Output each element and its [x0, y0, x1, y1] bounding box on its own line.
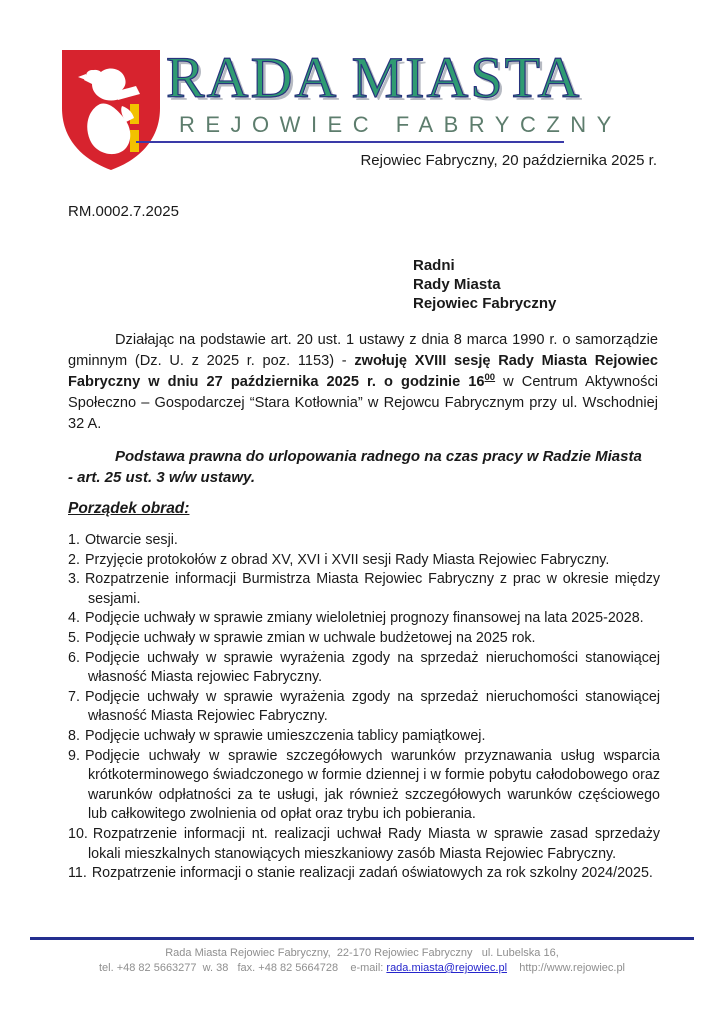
agenda-item — [68, 688, 660, 727]
agenda-item-text: Przyjęcie protokołów z obrad XV, XVI i XVII sesji Rady Miasta Rejowiec Fabryczny. — [84, 551, 610, 568]
intro-segment: Działając na podstawie art. 20 ust. 1 ustawy z dnia 8 marca 1990 r. o samorządzie gminnym (Dz. U. z 2025 r. poz. 1153) - — [68, 332, 658, 369]
organization-title: RADA MIASTA — [166, 45, 582, 110]
addressee-line: Radni — [413, 257, 455, 274]
agenda-item-text: Rozpatrzenie informacji Burmistrza Miasta Rejowiec Fabryczny z prac w okresie między sesjami. — [84, 571, 660, 607]
agenda-item — [68, 727, 660, 747]
agenda-item-text: Rozpatrzenie informacji o stanie realizacji zadań oświatowych za rok szkolny 2024/2025. — [91, 865, 653, 882]
agenda-item-number: 2. — [68, 551, 80, 568]
legal-basis-paragraph: Podstawa prawna do urlopowania radnego na czas pracy w Radzie Miasta - art. 25 ust. 3 w/w ustawy. — [68, 448, 642, 486]
reference-number: RM.0002.7.2025 — [68, 203, 179, 220]
footer-website-text: http://www.rejowiec.pl — [507, 962, 626, 974]
intro-segment: zwołuję XVIII sesję Rady Miasta Rejowiec Fabryczny w dniu 27 października 2025 r. o godzinie 16 — [68, 353, 658, 390]
agenda-item-number: 11. — [68, 865, 87, 882]
agenda-item-number: 5. — [68, 629, 80, 646]
footer-contact-line — [0, 961, 724, 975]
email-link[interactable]: rada.miasta@rejowiec.pl — [386, 962, 508, 974]
footer-divider — [30, 937, 694, 940]
footer-contact-text: tel. +48 82 5663277 w. 38 fax. +48 82 5664728 e-mail: — [98, 962, 387, 974]
agenda-item-text: Otwarcie sesji. — [84, 532, 178, 548]
agenda-item-number: 1. — [68, 532, 80, 548]
addressee-block — [413, 256, 556, 313]
agenda-item-number: 3. — [68, 571, 80, 588]
agenda-item — [68, 609, 660, 629]
agenda-heading: Porządek obrad: — [68, 500, 190, 517]
agenda-item-number: 9. — [68, 747, 80, 764]
agenda-list — [68, 531, 660, 884]
agenda-item-text: Podjęcie uchwały w sprawie zmian w uchwale budżetowej na 2025 rok. — [84, 629, 536, 646]
agenda-item-number: 10. — [68, 825, 88, 842]
agenda-item — [68, 825, 660, 864]
agenda-item-number: 4. — [68, 610, 80, 627]
place-and-date: Rejowiec Fabryczny, 20 października 2025 r. — [360, 152, 657, 169]
addressee-line: Rejowiec Fabryczny — [413, 295, 557, 312]
agenda-item-text: Podjęcie uchwały w sprawie umieszczenia tablicy pamiątkowej. — [84, 727, 486, 744]
agenda-item-text: Podjęcie uchwały w sprawie wyrażenia zgody na sprzedaż nieruchomości stanowiącej własność Miasta rejowiec Fabryczny. — [84, 649, 660, 686]
agenda-item — [68, 649, 660, 688]
city-crest-icon — [56, 46, 166, 174]
convocation-paragraph — [68, 330, 658, 435]
masthead-divider — [136, 141, 564, 143]
footer-address-line: Rada Miasta Rejowiec Fabryczny, 22-170 Rejowiec Fabryczny ul. Lubelska 16, — [165, 947, 559, 959]
agenda-item — [68, 551, 660, 571]
agenda-item-text: Podjęcie uchwały w sprawie wyrażenia zgody na sprzedaż nieruchomości stanowiącej własność Miasta Rejowiec Fabryczny. — [84, 688, 660, 725]
intro-segment: 00 — [484, 372, 496, 384]
agenda-item-text: Podjęcie uchwały w sprawie szczegółowych warunków przyznawania usług wsparcia krótkoterminowego świadczonego w formie dziennej i w formie pobytu całodobowego oraz warunków odpłatności za te usługi, jak również szczegółowych warunków częściowego lub całkowitego zwolnienia od opłat oraz trybu ich pobierania. — [84, 747, 660, 823]
agenda-item-number: 8. — [68, 727, 80, 744]
agenda-item-text: Rozpatrzenie informacji nt. realizacji uchwał Rady Miasta w sprawie zasad sprzedaży lokali mieszkalnych stanowiących mieszkaniowy zasób Miasta Rejowiec Fabryczny. — [88, 825, 660, 862]
agenda-item — [68, 629, 660, 649]
addressee-line: Rady Miasta — [413, 276, 501, 293]
agenda-item-number: 6. — [68, 649, 80, 666]
intro-segment: w Centrum Aktywności Społeczno – Gospodarczej “Stara Kotłownia” w Rejowcu Fabrycznym przy ul. Wschodniej 32 A. — [68, 374, 658, 432]
agenda-item-number: 7. — [68, 688, 80, 705]
organization-subtitle: REJOWIEC FABRYCZNY — [179, 112, 622, 137]
agenda-item — [68, 570, 660, 609]
agenda-item-text: Podjęcie uchwały w sprawie zmiany wieloletniej prognozy finansowej na lata 2025-2028. — [84, 610, 644, 627]
agenda-item — [68, 531, 660, 551]
agenda-item — [68, 747, 660, 825]
agenda-item — [68, 864, 660, 884]
